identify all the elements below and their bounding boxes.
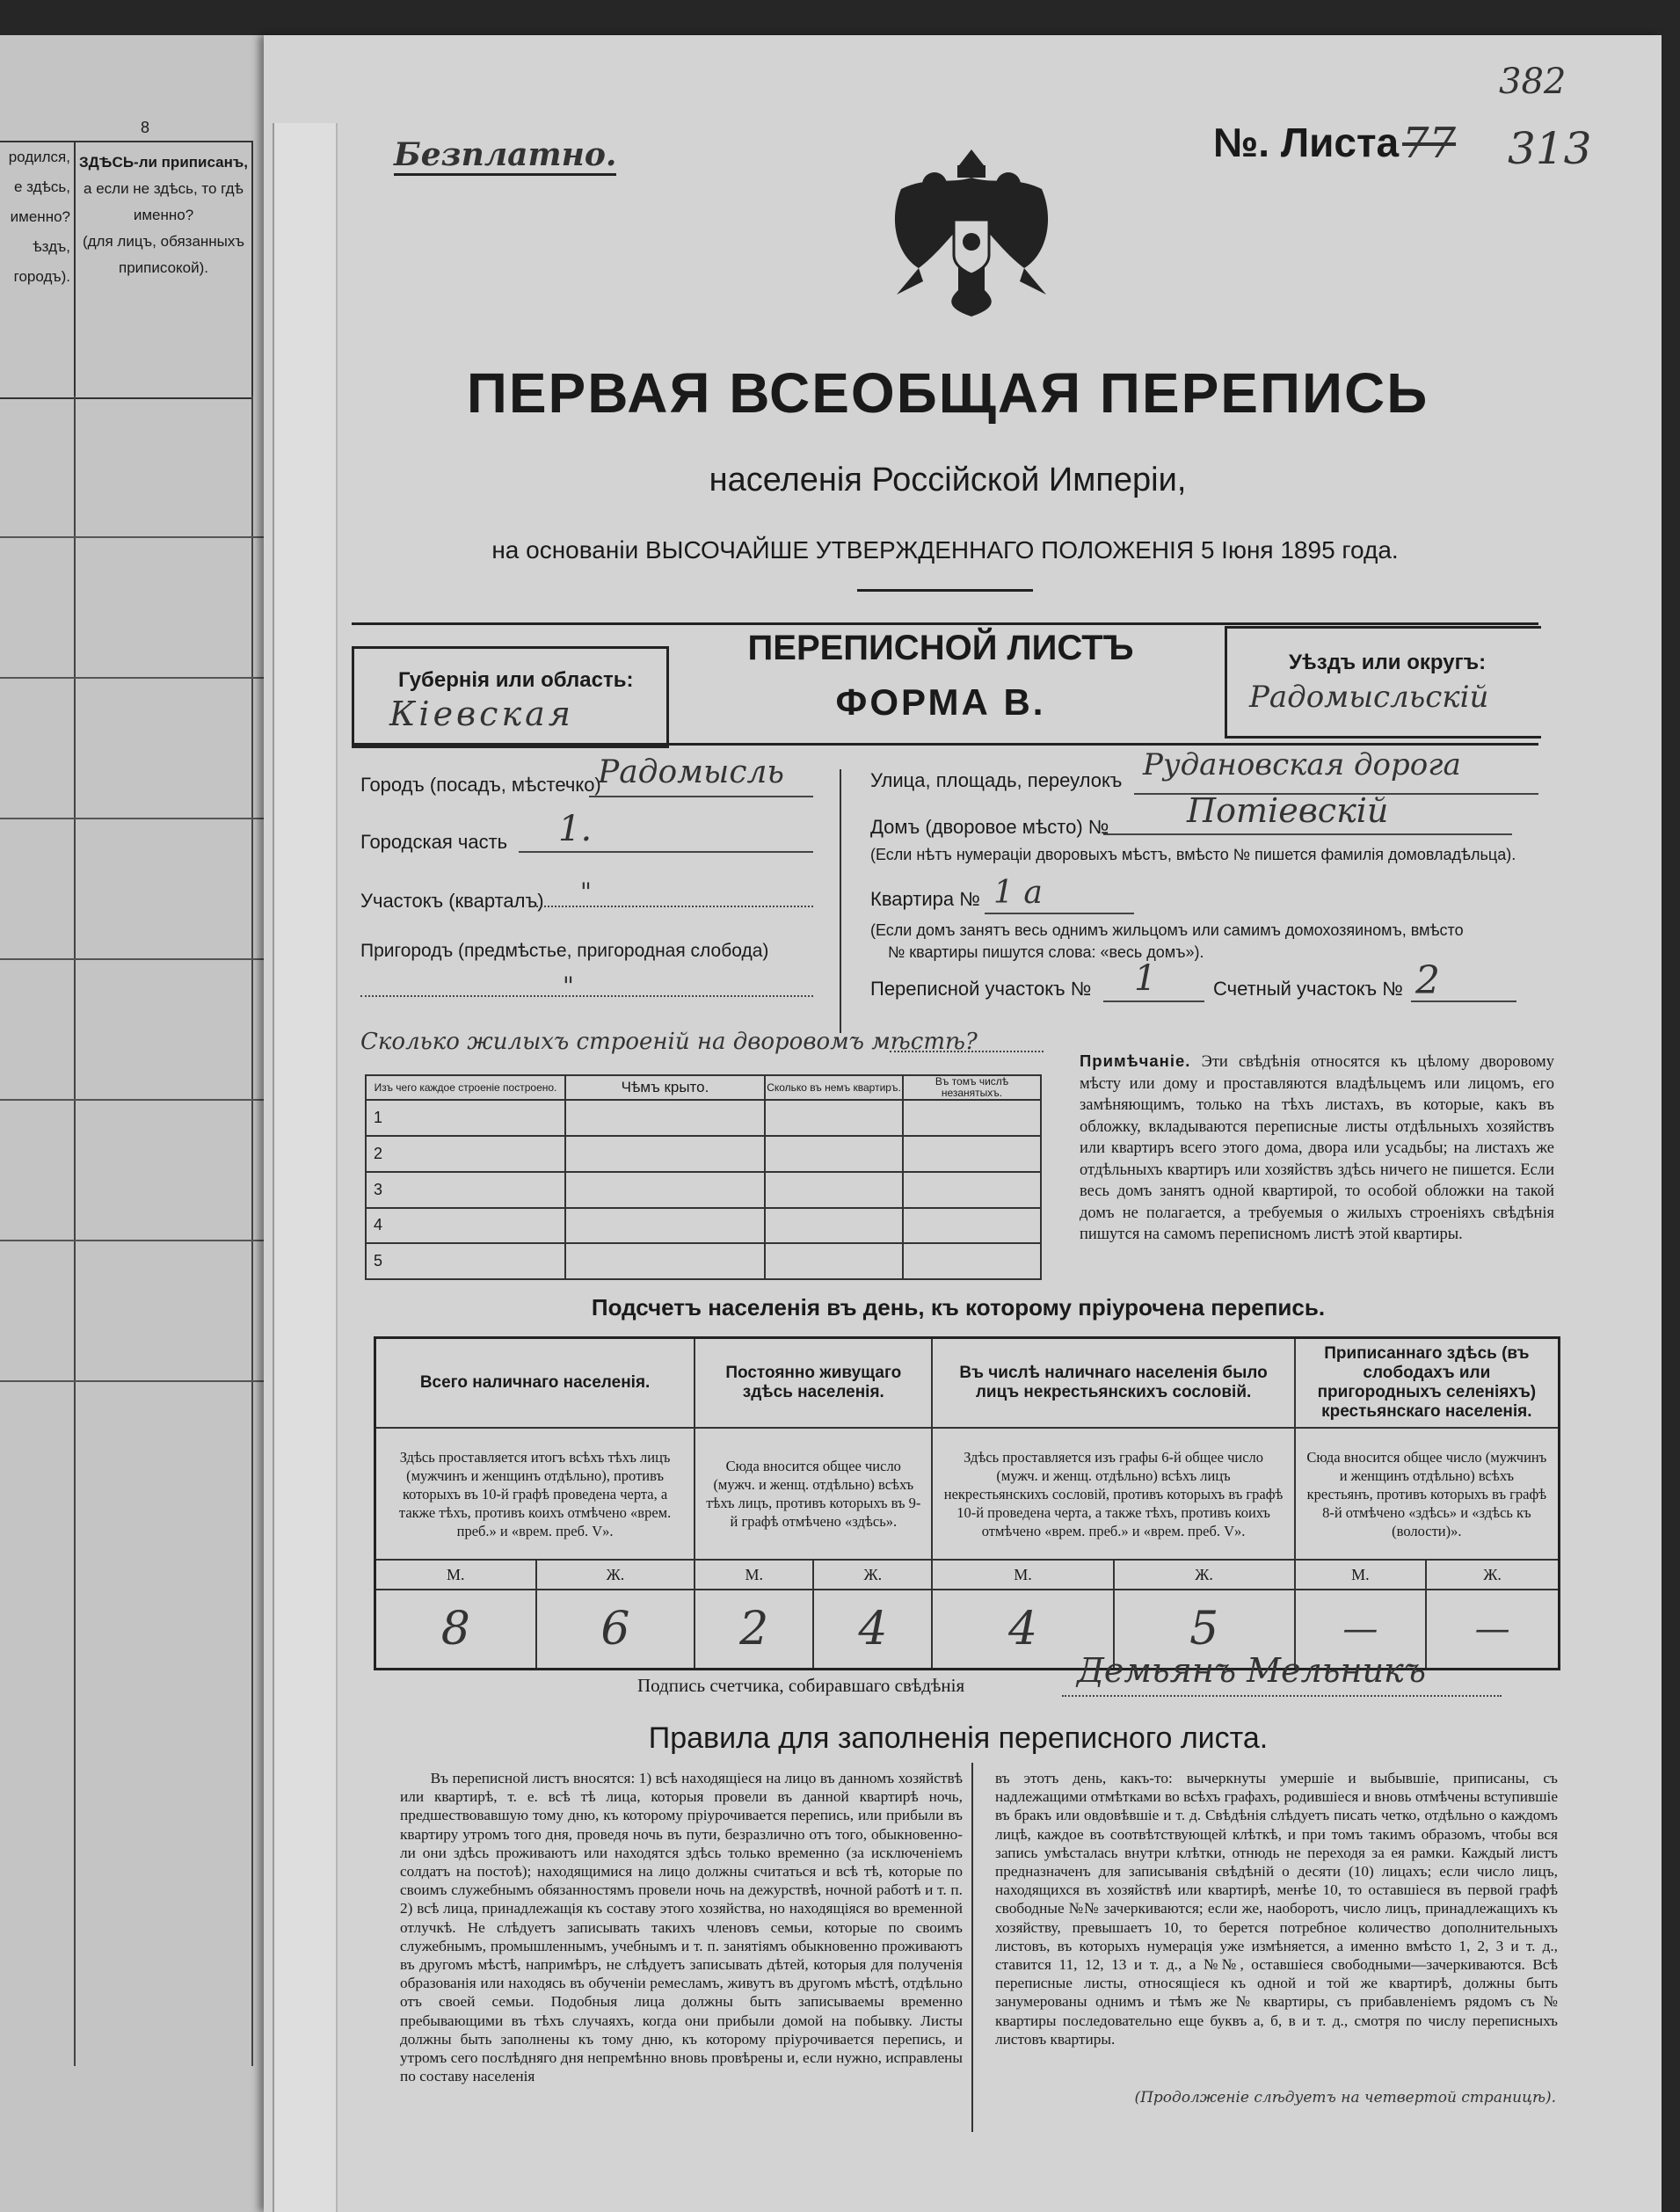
main-title: ПЕРВАЯ ВСЕОБЩАЯ ПЕРЕПИСЬ: [466, 361, 1429, 425]
house-line: [1103, 833, 1512, 835]
prev-column-rule: [74, 396, 76, 2066]
population-m-header: М.: [1295, 1560, 1426, 1590]
prev-col1-line: ѣздъ, городъ).: [13, 238, 70, 285]
district-label: Участокъ (кварталъ): [360, 890, 544, 912]
buildings-row-number: 2: [366, 1136, 565, 1172]
rules-divider: [971, 1763, 973, 2132]
buildings-cell: [903, 1243, 1041, 1279]
prev-row-rule: [0, 1240, 264, 1241]
count-area-label: Счетный участокъ №: [1213, 978, 1403, 1000]
uezd-value: Радомысльскій: [1249, 680, 1489, 715]
district-value: ": [580, 877, 592, 906]
uezd-label: Уѣздъ или округъ:: [1289, 651, 1487, 674]
population-f-value: —: [1426, 1590, 1559, 1669]
house-note: (Если нѣтъ нумераціи дворовыхъ мѣстъ, вмѣсто № пишется фамилія домовладѣльца).: [870, 846, 1516, 863]
street-value: Рудановская дорога: [1143, 747, 1461, 782]
previous-page-fragment: [0, 35, 293, 2212]
sheet-number-label: [1213, 119, 1399, 166]
population-m-value: 4: [932, 1590, 1113, 1669]
prev-row-rule: [0, 677, 264, 679]
prev-col2-line: именно?: [133, 207, 194, 223]
apartment-note-1: (Если домъ занятъ весь однимъ жильцомъ или самимъ домохозяиномъ, вмѣсто: [870, 921, 1464, 939]
prev-row-rule: [0, 1099, 264, 1101]
signature-value: Демьянъ Мельникъ: [1077, 1651, 1426, 1690]
population-m-header: М.: [695, 1560, 813, 1590]
census-area-value: 1: [1134, 958, 1157, 999]
population-m-value: 2: [695, 1590, 813, 1669]
population-f-value: 4: [813, 1590, 932, 1669]
prev-row-rule: [0, 818, 264, 819]
prev-col1-header: [0, 141, 76, 399]
apartment-note-2: № квартиры пишутся слова: «весь домъ»).: [888, 943, 1204, 961]
archive-number-2: 313: [1508, 123, 1592, 174]
archive-number-1: 382: [1499, 62, 1567, 102]
buildings-line: [890, 1051, 1044, 1052]
column-number: 8: [140, 119, 149, 136]
note-block: [1080, 1051, 1554, 1246]
prev-column-rule: [251, 396, 253, 2066]
population-col-desc: Сюда вносится общее число (мужчинъ и женщинъ отдѣльно) всѣхъ крестьянъ, противъ которыхъ въ графѣ 8-й отмѣчено «здѣсь» и «здѣсь къ (волости)».: [1295, 1428, 1560, 1560]
buildings-cell: [565, 1172, 765, 1208]
population-f-header: Ж.: [813, 1560, 932, 1590]
buildings-cell: [565, 1136, 765, 1172]
population-col-desc: Здѣсь проставляется итогъ всѣхъ тѣхъ лицъ (мужчинъ и женщинъ отдѣльно), противъ которыхъ въ 10-й графѣ проведена черта, а также тѣхъ, противъ коихъ отмѣчено «врем. преб.» и «врем. преб. V».: [375, 1428, 695, 1560]
signature-label: Подпись счетчика, собиравшаго свѣдѣнія: [637, 1675, 965, 1696]
population-col-header: Приписаннаго здѣсь (въ слободахъ или пригородныхъ селеніяхъ) крестьянскаго населенія.: [1295, 1338, 1560, 1429]
population-title: Подсчетъ населенія въ день, къ которому пріурочена перепись.: [591, 1294, 1326, 1321]
buildings-table: [365, 1074, 1042, 1280]
paper-fold-strip: [273, 123, 338, 2212]
sheet-number-caption: №. Листа: [1213, 120, 1400, 165]
population-f-header: Ж.: [536, 1560, 695, 1590]
district-line: [536, 906, 813, 907]
population-col-desc: Здѣсь проставляется изъ графы 6-й общее число (мужч. и женщ. отдѣльно) всѣхъ лицъ некрестьянскихъ сословій, противъ которыхъ въ графѣ 10-й проведена черта, а также тѣхъ, противъ коихъ отмѣчено «врем. преб.» и «врем. преб. V».: [932, 1428, 1294, 1560]
city-line: [589, 796, 813, 797]
buildings-col-header: Чѣмъ крыто.: [565, 1075, 765, 1100]
population-m-header: М.: [932, 1560, 1113, 1590]
population-f-header: Ж.: [1114, 1560, 1295, 1590]
rules-left-column: Въ переписной листъ вносятся: 1) всѣ находящіеся на лицо въ данномъ хозяйствѣ или квартирѣ, т. е. всѣ тѣ лица, которыя провели въ данной квартирѣ ночь, предшествовавшую тому дню, къ которому пріурочивается перепись, или прибыли въ квартиру утромъ того дня, проведя ночь въ пути, безразлично отъ того, обыкновенно-ли они здѣсь проживаютъ или находятся здѣсь только временно (за исключеніемъ солдатъ на постоѣ); находящимися на лицо должны считаться и всѣ тѣ, которые по своимъ служебнымъ обязанностямъ провели ночь на дежурствѣ, ночной работѣ и т. п. 2) всѣ лица, принадлежащія къ составу этого хозяйства, но находящіяся во временной отлучкѣ. Не слѣдуетъ записывать такихъ членовъ семьи, которые по своимъ служебнымъ, промышленнымъ, учебнымъ и т. п. занятіямъ обыкновенно проживаютъ въ другомъ мѣстѣ, напримѣръ, не слѣдуетъ записывать дѣтей, которыя для полученія образованія или находясь въ обученіи ремесламъ, живутъ въ другомъ мѣстѣ, отдѣльно отъ своей семьи. Подобныя лица должны быть записываемы временно пребывающими въ тѣхъ случаяхъ, когда они прибыли домой на побывку. Листы должны быть заполнены къ тому дню, къ которому пріурочивается перепись, и утромъ сего послѣдняго дня непремѣнно вновь провѣрены и, если нужно, исправлены по составу населенія: [400, 1770, 963, 2085]
population-f-value: 6: [536, 1590, 695, 1669]
sheet-number-value: 77: [1402, 119, 1457, 168]
guberniya-value: Кіевская: [389, 695, 574, 733]
buildings-row-number: 5: [366, 1243, 565, 1279]
buildings-row-number: 3: [366, 1172, 565, 1208]
signature-line: [1062, 1695, 1502, 1697]
buildings-cell: [765, 1172, 903, 1208]
prev-row-rule: [0, 536, 264, 538]
address-divider: [840, 769, 841, 1033]
prev-col1-line: е здѣсь,: [13, 178, 70, 195]
census-area-label: Переписной участокъ №: [870, 978, 1092, 1000]
form-header-rule-bottom: [352, 743, 1538, 746]
population-col-header: Въ числѣ наличнаго населенія было лицъ некрестьянскихъ сословій.: [932, 1338, 1294, 1429]
rules-right-column: въ этотъ день, какъ-то: вычеркнуты умершіе и выбывшіе, приписаны, съ надлежащими отмѣтками во всѣхъ графахъ, родившіеся и вновь отмѣчены вступившіе въ бракъ или овдовѣвшіе и т. д. Свѣдѣнія слѣдуетъ писать четко, отдѣльно о каждомъ лицѣ, каждое въ соотвѣтствующей клѣткѣ, и при томъ такимъ образомъ, чтобы вся запись умѣсталась внутри клѣтки, отнюдь не переходя за ея рамки. Каждый листъ предназначенъ для записыванія свѣдѣній о десяти (10) лицахъ; если число лицъ, находящихся въ хозяйствѣ или квартирѣ, менѣе 10, то оставшіеся въ первой графѣ свободные №№ зачеркиваются; если же, наоборотъ, число лицъ, принадлежащихъ къ хозяйству, превышаетъ 10, то берется потребное количество дополнительныхъ листовъ, въ которыхъ нумерація уже измѣняется, а именно вмѣсто 1, 2, 3 и т. д., ставится 11, 12, 13 и т. д., а №№, оставшіеся свободными—зачеркиваются. Всѣ переписные листы, относящіеся къ одной и той же квартирѣ, должны быть занумерованы однимъ и тѣмъ же № квартиры, съ прибавленіемъ рядомъ съ № квартиры последовательно еще буквъ а, б, в и т. д., смотря по числу переписныхъ листовъ квартиры.: [995, 1770, 1558, 2048]
rules-title: Правила для заполненія переписного листа.: [648, 1721, 1269, 1755]
city-part-line: [519, 851, 813, 853]
population-f-header: Ж.: [1426, 1560, 1559, 1590]
buildings-cell: [765, 1136, 903, 1172]
house-value: Потіевскій: [1187, 791, 1389, 830]
buildings-cell: [565, 1208, 765, 1244]
buildings-cell: [765, 1100, 903, 1136]
population-m-value: —: [1295, 1590, 1426, 1669]
suburb-value: ": [563, 971, 574, 1000]
prev-col2-header: [76, 141, 253, 399]
prev-col2-line: ЗДѢСЬ-ли приписанъ,: [79, 154, 248, 171]
guberniya-label: Губернія или область:: [398, 668, 634, 692]
legal-basis: на основаніи ВЫСОЧАЙШЕ УТВЕРЖДЕННАГО ПОЛОЖЕНІЯ 5 Іюня 1895 года.: [491, 536, 1399, 564]
suburb-line: [360, 995, 813, 997]
city-part-value: 1.: [558, 809, 593, 849]
buildings-row-number: 4: [366, 1208, 565, 1244]
population-m-value: 8: [375, 1590, 536, 1669]
imperial-eagle-emblem: [866, 123, 1077, 325]
apartment-label: Квартира №: [870, 888, 980, 910]
buildings-cell: [903, 1136, 1041, 1172]
buildings-question: Сколько жилыхъ строеній на дворовомъ мѣстѣ?: [360, 1029, 978, 1055]
prev-col1-line: родился,: [8, 149, 70, 165]
form-name: ФОРМА В.: [835, 681, 1046, 723]
rules-continued: (Продолженіе слѣдуетъ на четвертой страницѣ).: [1134, 2089, 1556, 2106]
buildings-cell: [903, 1208, 1041, 1244]
buildings-col-header: Въ томъ числѣ незанятыхъ.: [903, 1075, 1041, 1100]
city-value: Радомысль: [598, 754, 785, 790]
city-part-label: Городская часть: [360, 831, 508, 853]
form-header-rule: [352, 622, 1538, 625]
population-col-header: Всего наличнаго населенія.: [375, 1338, 695, 1429]
prev-col2-line: а если не здѣсь, то гдѣ: [84, 180, 244, 197]
guberniya-box: [352, 646, 669, 748]
buildings-row-number: 1: [366, 1100, 565, 1136]
population-table: [374, 1336, 1560, 1670]
apartment-value: 1 а: [993, 875, 1043, 911]
suburb-label: Пригородъ (предмѣстье, пригородная слобода): [360, 941, 769, 961]
prev-col2-line: приписокой).: [119, 259, 208, 276]
prev-row-rule: [0, 1380, 264, 1382]
prev-row-rule: [0, 958, 264, 960]
population-m-header: М.: [375, 1560, 536, 1590]
census-area-line: [1103, 1000, 1204, 1002]
title-divider: [857, 589, 1033, 592]
population-col-header: Постоянно живущаго здѣсь населенія.: [695, 1338, 932, 1429]
buildings-cell: [565, 1243, 765, 1279]
sheet-title: ПЕРЕПИСНОЙ ЛИСТЪ: [747, 629, 1134, 667]
count-area-line: [1411, 1000, 1516, 1002]
prev-col2-line: (для лицъ, обязанныхъ: [82, 233, 245, 250]
buildings-cell: [903, 1172, 1041, 1208]
population-f-value: 5: [1114, 1590, 1295, 1669]
buildings-cell: [765, 1243, 903, 1279]
apartment-line: [985, 913, 1134, 914]
note-heading: Примѣчаніе.: [1080, 1051, 1191, 1070]
count-area-value: 2: [1415, 958, 1440, 1003]
house-label: Домъ (дворовое мѣсто) №: [870, 816, 1109, 838]
buildings-cell: [765, 1208, 903, 1244]
free-label: Безплатно.: [394, 136, 616, 176]
buildings-cell: [565, 1100, 765, 1136]
street-label: Улица, площадь, переулокъ: [870, 769, 1123, 791]
buildings-col-header: Сколько въ немъ квартиръ.: [765, 1075, 903, 1100]
buildings-col-header: Изъ чего каждое строеніе построено.: [366, 1075, 565, 1100]
buildings-cell: [903, 1100, 1041, 1136]
prev-col1-line: именно?: [10, 208, 70, 225]
note-text: Эти свѣдѣнія относятся къ цѣлому дворовому мѣсту или дому и проставляются владѣльцемъ или лицомъ, его замѣняющимъ, только на тѣхъ листахъ, въ которые, какъ въ обложку, вкладываются переписные листы отдѣльныхъ хозяйствъ или квартиръ всего этого дома, двора или усадьбы; на листахъ же отдѣльныхъ квартиръ или хозяйствъ здѣсь ничего не пишется. Если весь домъ занятъ одной квартирой, то особой обложки на такой домъ не полагается, а требуемыя о жилыхъ строеніяхъ свѣдѣнія пишутся на самомъ переписномъ листѣ этой квартиры.: [1080, 1053, 1554, 1243]
main-subtitle: населенія Россійской Имперіи,: [709, 462, 1187, 498]
city-label: Городъ (посадъ, мѣстечко): [360, 774, 601, 796]
uezd-box: [1225, 626, 1541, 739]
population-col-desc: Сюда вносится общее число (мужч. и женщ. отдѣльно) всѣхъ тѣхъ лицъ, противъ которыхъ въ 9-й графѣ отмѣчено «здѣсь».: [695, 1428, 932, 1560]
